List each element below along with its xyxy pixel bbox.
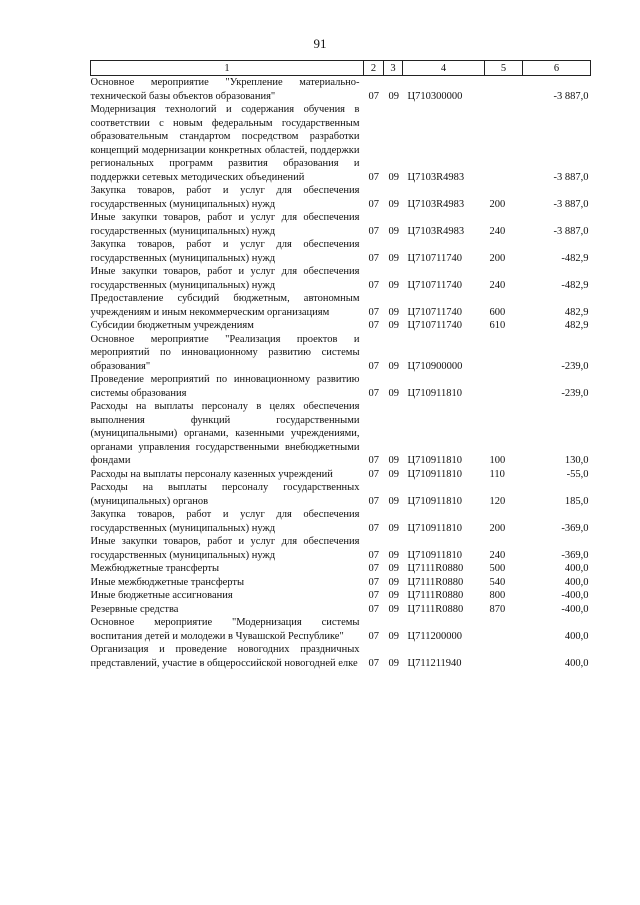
target-article-code: Ц710911810 <box>407 495 462 507</box>
target-article-code: Ц7103R4983 <box>407 171 465 183</box>
expense-type-code <box>485 103 523 184</box>
subsection-code: 09 <box>388 563 399 574</box>
subsection-code: 09 <box>388 576 399 588</box>
expense-name: Субсидии бюджетным учреждениям <box>90 320 254 331</box>
amount: 400,0 <box>564 576 589 588</box>
expense-name: Расходы на выплаты персоналу государственных (муниципальных) органов <box>90 482 360 507</box>
expense-type-code: 540 <box>489 576 506 588</box>
amount: 185,0 <box>564 495 589 507</box>
expense-name: Расходы на выплаты персоналу казенных учреждений <box>90 468 333 480</box>
expense-name: Иные межбюджетные трансферты <box>90 576 245 588</box>
column-header-5: 5 <box>485 61 523 76</box>
target-article-code: Ц710911810 <box>407 387 462 399</box>
expense-name: Иные бюджетные ассигнования <box>90 590 233 601</box>
table-row <box>91 333 591 374</box>
section-code: 07 <box>368 90 379 102</box>
expense-type-code <box>485 76 523 104</box>
target-article-code: Ц710711740 <box>407 320 462 331</box>
target-article-code: Ц7111R0880 <box>407 603 464 615</box>
amount: -400,0 <box>561 590 589 601</box>
target-article-code: Ц710711740 <box>407 252 462 264</box>
section-code: 07 <box>368 455 379 466</box>
table-row <box>91 400 591 468</box>
subsection-code: 09 <box>388 306 399 318</box>
expense-type-code: 600 <box>489 306 506 318</box>
table-row <box>91 292 591 319</box>
amount: -369,0 <box>561 549 589 561</box>
table-row <box>91 508 591 535</box>
expense-name: Основное мероприятие "Модернизация системы воспитания детей и молодежи в Чувашской Республике" <box>90 617 360 642</box>
subsection-code: 09 <box>388 171 399 183</box>
expense-type-code: 200 <box>489 252 506 264</box>
expense-type-code <box>485 373 523 400</box>
table-row <box>91 103 591 184</box>
section-code: 07 <box>368 198 379 210</box>
budget-table <box>90 60 591 670</box>
section-code: 07 <box>368 603 379 615</box>
subsection-code: 09 <box>388 387 399 399</box>
amount: 482,9 <box>564 320 589 331</box>
subsection-code: 09 <box>388 495 399 507</box>
subsection-code: 09 <box>388 590 399 601</box>
table-row <box>91 481 591 508</box>
subsection-code: 09 <box>388 468 399 480</box>
target-article-code: Ц711200000 <box>407 630 462 642</box>
target-article-code: Ц7111R0880 <box>407 576 464 588</box>
table-row <box>91 468 591 482</box>
column-header-1: 1 <box>91 61 364 76</box>
expense-name: Организация и проведение новогодних праздничных представлений, участие в общероссийской новогодней елке <box>90 644 360 669</box>
subsection-code: 09 <box>388 549 399 561</box>
table-row <box>91 238 591 265</box>
table-row <box>91 319 591 333</box>
subsection-code: 09 <box>388 252 399 264</box>
section-code: 07 <box>368 549 379 561</box>
section-code: 07 <box>368 590 379 601</box>
expense-name: Расходы на выплаты персоналу в целях обеспечения выполнения функций государственными (муниципальными) органами, казенными учреждениями, органами управления государственными внебюджетными фондами <box>90 401 360 466</box>
target-article-code: Ц710911810 <box>407 522 462 534</box>
subsection-code: 09 <box>388 90 399 102</box>
section-code: 07 <box>368 306 379 318</box>
table-row <box>91 535 591 562</box>
section-code: 07 <box>368 387 379 399</box>
table-row <box>91 373 591 400</box>
amount: 482,9 <box>564 306 589 318</box>
subsection-code: 09 <box>388 360 399 372</box>
section-code: 07 <box>368 279 379 291</box>
table-row <box>91 184 591 211</box>
subsection-code: 09 <box>388 198 399 210</box>
expense-name: Иные закупки товаров, работ и услуг для обеспечения государственных (муниципальных) нужд <box>90 536 360 561</box>
expense-type-code: 120 <box>489 495 506 507</box>
amount: -3 887,0 <box>553 198 589 210</box>
section-code: 07 <box>368 360 379 372</box>
section-code: 07 <box>368 630 379 642</box>
section-code: 07 <box>368 657 379 669</box>
expense-name: Модернизация технологий и содержания обучения в соответствии с новым федеральным государственным образовательным стандартом посредством разработки концепций модернизации конкретных областей, поддержки региональных программ развития образования и поддержки сетевых методических объединений <box>90 104 360 183</box>
expense-name: Иные закупки товаров, работ и услуг для обеспечения государственных (муниципальных) нужд <box>90 266 360 291</box>
table-body <box>91 76 591 671</box>
expense-name: Основное мероприятие "Реализация проектов и мероприятий по инновационному развитию системы образования" <box>90 333 360 372</box>
column-header-3: 3 <box>384 61 403 76</box>
amount: -239,0 <box>561 360 589 372</box>
subsection-code: 09 <box>388 279 399 291</box>
amount: 400,0 <box>564 563 589 574</box>
table-row <box>91 603 591 617</box>
expense-type-code: 110 <box>489 468 505 480</box>
subsection-code: 09 <box>388 225 399 237</box>
target-article-code: Ц710900000 <box>407 360 463 372</box>
table-header-row <box>91 61 591 76</box>
expense-name: Закупка товаров, работ и услуг для обеспечения государственных (муниципальных) нужд <box>90 239 360 264</box>
expense-type-code: 240 <box>489 549 506 561</box>
expense-name: Закупка товаров, работ и услуг для обеспечения государственных (муниципальных) нужд <box>90 185 360 210</box>
target-article-code: Ц710711740 <box>407 279 462 291</box>
expense-name: Проведение мероприятий по инновационному развитию системы образования <box>90 374 360 399</box>
amount: 400,0 <box>564 657 589 669</box>
target-article-code: Ц710911810 <box>407 468 462 480</box>
table-row <box>91 616 591 643</box>
target-article-code: Ц7111R0880 <box>407 563 464 574</box>
target-article-code: Ц7103R4983 <box>407 198 465 210</box>
subsection-code: 09 <box>388 522 399 534</box>
section-code: 07 <box>368 468 379 480</box>
target-article-code: Ц710711740 <box>407 306 462 318</box>
expense-type-code: 610 <box>489 320 506 331</box>
amount: -369,0 <box>561 522 589 534</box>
expense-name: Межбюджетные трансферты <box>90 563 220 574</box>
column-header-6: 6 <box>523 61 591 76</box>
amount: 400,0 <box>564 630 589 642</box>
table-row <box>91 265 591 292</box>
amount: -239,0 <box>561 387 589 399</box>
section-code: 07 <box>368 576 379 588</box>
table-row <box>91 576 591 590</box>
expense-type-code: 100 <box>489 455 506 466</box>
table-row <box>91 76 591 104</box>
expense-type-code: 200 <box>489 522 506 534</box>
amount: -482,9 <box>561 252 589 264</box>
amount: -55,0 <box>566 468 589 480</box>
target-article-code: Ц7103R4983 <box>407 225 465 237</box>
expense-name: Резервные средства <box>90 603 179 615</box>
section-code: 07 <box>368 563 379 574</box>
subsection-code: 09 <box>388 603 399 615</box>
target-article-code: Ц711211940 <box>407 657 462 669</box>
amount: 130,0 <box>564 455 589 466</box>
target-article-code: Ц710911810 <box>407 455 462 466</box>
amount: -3 887,0 <box>553 90 589 102</box>
table-row <box>91 643 591 670</box>
column-header-4: 4 <box>403 61 485 76</box>
table-row <box>91 562 591 576</box>
table-row <box>91 211 591 238</box>
expense-type-code <box>485 333 523 374</box>
amount: -400,0 <box>561 603 589 615</box>
section-code: 07 <box>368 225 379 237</box>
target-article-code: Ц710300000 <box>407 90 463 102</box>
target-article-code: Ц7111R0880 <box>407 590 464 601</box>
subsection-code: 09 <box>388 455 399 466</box>
amount: -482,9 <box>561 279 589 291</box>
expense-type-code: 240 <box>489 279 506 291</box>
subsection-code: 09 <box>388 630 399 642</box>
expense-type-code <box>485 643 523 670</box>
expense-name: Иные закупки товаров, работ и услуг для обеспечения государственных (муниципальных) нужд <box>90 212 360 237</box>
expense-type-code: 500 <box>489 563 506 574</box>
section-code: 07 <box>368 252 379 264</box>
expense-type-code: 240 <box>489 225 506 237</box>
section-code: 07 <box>368 171 379 183</box>
table-row <box>91 589 591 603</box>
expense-name: Предоставление субсидий бюджетным, автономным учреждениям и иным некоммерческим организациям <box>90 293 360 318</box>
section-code: 07 <box>368 320 379 331</box>
section-code: 07 <box>368 495 379 507</box>
expense-name: Основное мероприятие "Укрепление материально-технической базы объектов образования" <box>90 77 360 102</box>
subsection-code: 09 <box>388 320 399 331</box>
page-number: 91 <box>313 36 327 51</box>
section-code: 07 <box>368 522 379 534</box>
amount: -3 887,0 <box>553 225 589 237</box>
subsection-code: 09 <box>388 657 399 669</box>
column-header-2: 2 <box>364 61 384 76</box>
target-article-code: Ц710911810 <box>407 549 462 561</box>
amount: -3 887,0 <box>553 171 589 183</box>
expense-type-code <box>485 616 523 643</box>
expense-name: Закупка товаров, работ и услуг для обеспечения государственных (муниципальных) нужд <box>90 509 360 534</box>
expense-type-code: 870 <box>489 603 506 615</box>
expense-type-code: 800 <box>489 590 506 601</box>
expense-type-code: 200 <box>489 198 506 210</box>
